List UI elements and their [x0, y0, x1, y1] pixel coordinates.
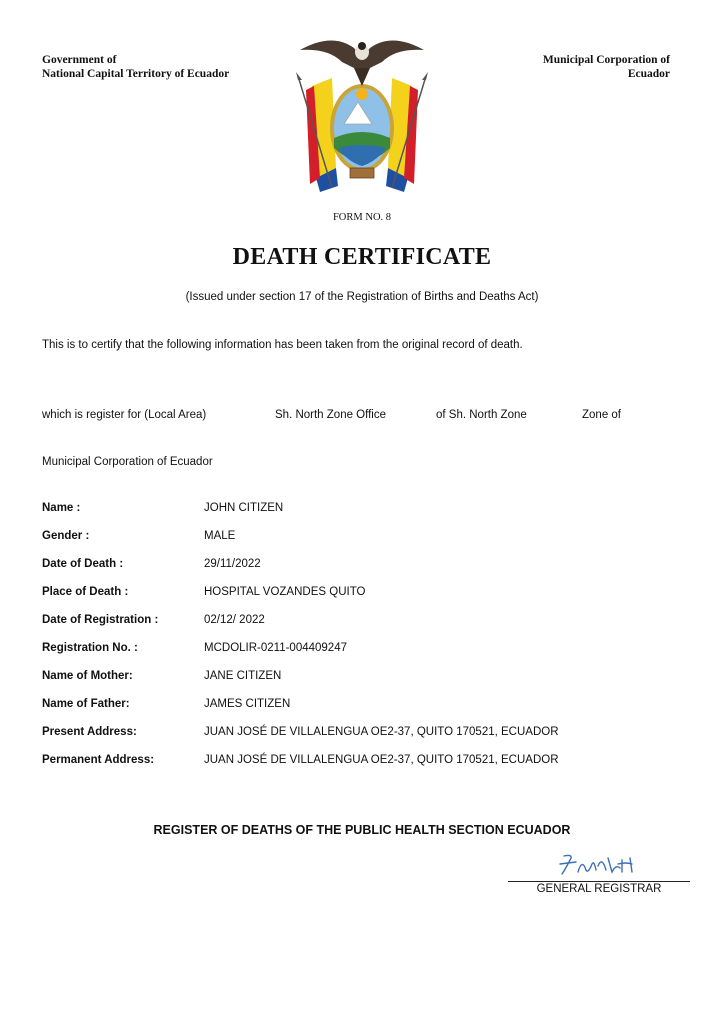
field-value-date-of-registration: 02/12/ 2022	[204, 614, 265, 626]
field-label: Present Address:	[42, 726, 137, 738]
issued-under-text: (Issued under section 17 of the Registration of Births and Deaths Act)	[185, 291, 539, 303]
government-line-2: National Capital Territory of Ecuador	[42, 68, 230, 80]
signature-line	[508, 881, 690, 882]
field-label: Name of Father:	[42, 698, 130, 710]
field-value-registration-no: MCDOLIR-0211-004409247	[204, 642, 347, 654]
register-label: which is register for (Local Area)	[42, 409, 207, 421]
field-label: Gender :	[42, 530, 90, 542]
general-registrar-label: GENERAL REGISTRAR	[536, 883, 662, 895]
form-number: FORM NO. 8	[332, 212, 392, 223]
field-value-gender: MALE	[204, 530, 236, 542]
register-of-deaths-heading: REGISTER OF DEATHS OF THE PUBLIC HEALTH SECTION ECUADOR	[153, 823, 571, 837]
register-municipal: Municipal Corporation of Ecuador	[42, 456, 213, 468]
field-label: Date of Registration :	[42, 614, 159, 626]
field-label: Date of Death :	[42, 558, 124, 570]
field-value-present-address: JUAN JOSÉ DE VILLALENGUA OE2-37, QUITO 170521, ECUADOR	[204, 726, 559, 738]
coat-of-arms-icon	[292, 28, 432, 198]
field-value-father: JAMES CITIZEN	[204, 698, 291, 710]
field-value-date-of-death: 29/11/2022	[204, 558, 261, 570]
field-label: Permanent Address:	[42, 754, 155, 766]
field-label: Name :	[42, 502, 81, 514]
field-label: Place of Death :	[42, 586, 129, 598]
field-label: Registration No. :	[42, 642, 138, 654]
field-value-permanent-address: JUAN JOSÉ DE VILLALENGUA OE2-37, QUITO 170521, ECUADOR	[204, 754, 559, 766]
government-header	[42, 53, 229, 81]
municipal-line-1: Municipal Corporation of	[542, 54, 670, 66]
field-label: Name of Mother:	[42, 670, 133, 682]
municipal-header	[543, 53, 670, 81]
register-zone: of Sh. North Zone	[436, 409, 527, 421]
certificate-title: DEATH CERTIFICATE	[232, 244, 492, 270]
signature	[556, 850, 646, 880]
register-office: Sh. North Zone Office	[275, 409, 387, 421]
field-value-place-of-death: HOSPITAL VOZANDES QUITO	[204, 586, 366, 598]
register-zone-of: Zone of	[582, 409, 621, 421]
municipal-line-2: Ecuador	[627, 68, 670, 80]
certify-statement: This is to certify that the following information has been taken from the original record of death.	[42, 339, 523, 351]
field-value-name: JOHN CITIZEN	[204, 502, 284, 514]
field-value-mother: JANE CITIZEN	[204, 670, 282, 682]
government-line-1: Government of	[42, 54, 117, 66]
